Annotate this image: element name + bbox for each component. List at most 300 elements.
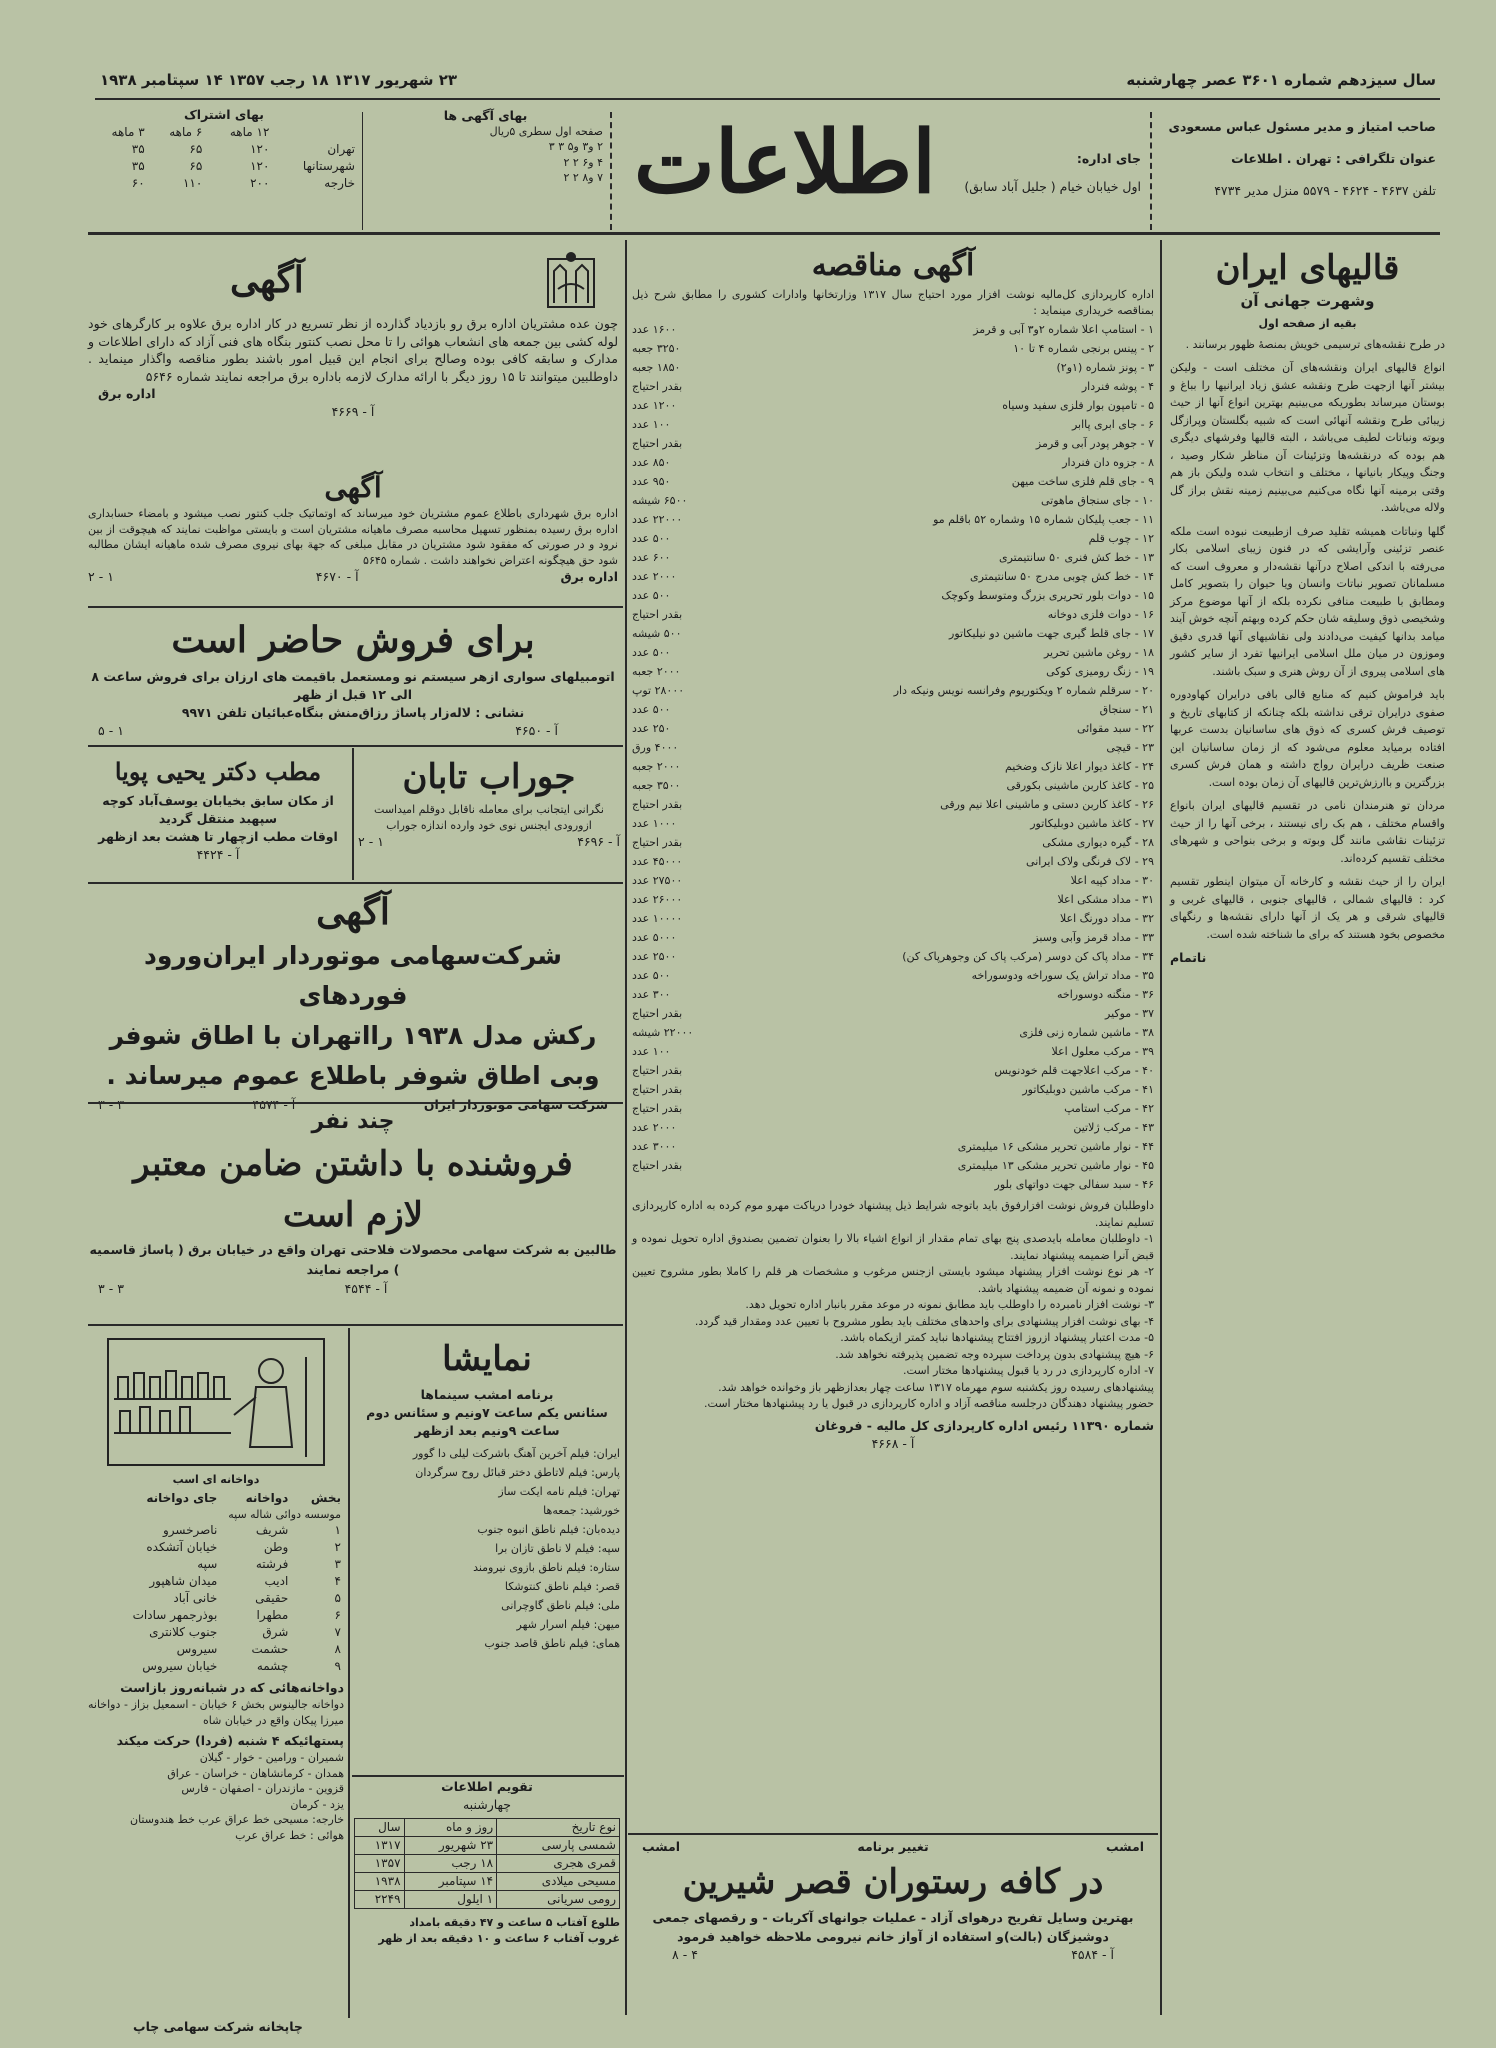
cinema-item: ایران: فیلم آخرین آهنگ باشرکت لیلی دا گوور	[412, 1447, 620, 1460]
carpets-continued: بقیه از صفحه اول	[1258, 317, 1357, 330]
cafe-code: آ - ۴۵۸۴	[1071, 1947, 1114, 1962]
tender-item	[632, 700, 1154, 719]
tender-item	[632, 1137, 1154, 1156]
pharmacy-cell: شریف	[255, 1523, 289, 1537]
tender-item-number: ۱۶	[1142, 608, 1154, 621]
post-item: قزوین - مازندران - اصفهان - فارس	[181, 1782, 344, 1795]
carpets-article	[1170, 245, 1445, 2015]
pharmacy-cell: ۱	[334, 1523, 341, 1537]
calendar-cell: ۱۸ رجب	[404, 1855, 497, 1873]
office-address: اول خیابان خیام ( جلیل آباد سابق)	[964, 179, 1141, 194]
ad-price-row: صفحه اول سطری ۵ریال	[489, 124, 603, 138]
tender-item-number: ۸	[1148, 456, 1154, 469]
tender-item-number: ۴۶	[1142, 1178, 1154, 1191]
subs-cell: ۲۰۰	[250, 176, 270, 190]
pharmacy-ad-illustration	[88, 1332, 344, 1472]
tender-item-number: ۲۳	[1142, 741, 1154, 754]
cinema-item: تهران: فیلم نامه ایکت ساز	[498, 1485, 620, 1498]
tender-item-number: ۱۸	[1142, 646, 1154, 659]
tender-item-text: جای ابری پاابر	[1071, 418, 1138, 431]
motor-code: آ - ۴۵۷۴	[252, 1097, 296, 1112]
tender-item-number: ۱۳	[1142, 551, 1154, 564]
meter-code: آ - ۴۶۷۰	[315, 569, 359, 584]
tender-item	[632, 738, 1154, 757]
tender-item	[632, 871, 1154, 890]
carpets-paragraph: در طرح نقشه‌های ترسیمی خویش بمنصهٔ ظهور برسانند .	[1185, 337, 1445, 351]
tender-item-desc: ۳ - پونز شماره (۱و۲)	[1056, 361, 1154, 374]
tender-item-number: ۳۳	[1142, 931, 1154, 944]
pharmacy-row	[88, 1539, 344, 1556]
tender-item-desc: ۴۶ - سبد سفالی جهت دواتهای بلور	[994, 1178, 1154, 1191]
tender-item	[632, 320, 1154, 339]
tender-condition: ۷- اداره کارپردازی در رد یا قبول پیشنهادها مختار است.	[903, 1364, 1154, 1377]
cinema-item: دیده‌بان: فیلم ناطق انبوه جنوب	[477, 1523, 620, 1536]
tender-item-quantity: ۴۵۰۰۰ عدد	[632, 855, 683, 868]
tender-item-text: مرکب ماشین دوبلیکاتور	[1022, 1083, 1132, 1096]
tender-item-text: مداد قرمز وآبی وسبز	[1033, 931, 1132, 944]
tender-item-number: ۱۴	[1142, 570, 1154, 583]
pharmacy-row	[88, 1522, 344, 1539]
tender-item-text: جای قلط گیری جهت ماشین دو نیلیکاتور	[949, 627, 1132, 640]
tender-item	[632, 928, 1154, 947]
tender-item-desc: ۵ - تامپون بوار فلزی سفید وسیاه	[1002, 399, 1154, 412]
tender-item-text: سبد مقوائی	[1076, 722, 1132, 735]
pharmacy-col: جای دواخانه	[146, 1490, 218, 1505]
tender-item-number: ۱	[1148, 323, 1154, 336]
pharmacy-cell: خیابان سیروس	[142, 1659, 218, 1673]
subs-cell: ۱۱۰	[182, 176, 203, 190]
tender-item-number: ۲۴	[1142, 760, 1154, 773]
cinema-title: نمایشا	[442, 1339, 532, 1379]
tender-item-desc: ۳۸ - ماشین شماره زنی فلزی	[1019, 1026, 1154, 1039]
cafe-title: در کافه رستوران قصر شیرین	[682, 1862, 1104, 1902]
tender-condition: ۴- بهای نوشت افزار پیشنهادی برای واحدهای مختلف باید بطور مشروح با تعیین عدد ومقدار قید گردد.	[694, 1314, 1154, 1328]
tender-condition: داوطلبان فروش نوشت افزارفوق باید باتوجه شرایط ذیل پیشنهاد خودرا دریاکت مهرو موم کرده به اداره کارپردازی تسلیم نمایند.	[632, 1199, 1154, 1229]
tender-item-number: ۱۹	[1142, 665, 1154, 678]
tender-item-number: ۲۸	[1142, 836, 1154, 849]
tender-item-text: نوار ماشین تحریر مشکی ۱۶ میلیمتری	[957, 1140, 1132, 1153]
tender-item-number: ۲۷	[1142, 817, 1154, 830]
tender-condition: ۶- هیچ پیشنهادی بدون پرداخت سپرده وجه تضمین پذیرفته نخواهد شد.	[835, 1347, 1154, 1361]
tender-condition: ۲- هر نوع نوشت افزار پیشنهاد میشود بایستی ازجنس مرغوب و مشخصات هر قلم را کاملا بطور مشروح تعیین نموده و نمونه آن ضمیمه پیشنهاد باشد.	[632, 1265, 1154, 1295]
tender-item-number: ۳۲	[1142, 912, 1154, 925]
tender-item-desc: ۱۴ - خط کش چوبی مدرج ۵۰ سانتیمتری	[969, 570, 1154, 583]
phones-line: تلفن ۴۶۳۷ - ۴۶۲۴ - ۵۵۷۹ منزل مدیر ۴۷۳۴	[1214, 183, 1436, 198]
cinema-program: برنامه امشب سینماها	[420, 1387, 554, 1402]
tender-item-text: مداد دورنگ اعلا	[1059, 912, 1132, 925]
tender-item-desc: ۱۷ - جای قلط گیری جهت ماشین دو نیلیکاتور	[949, 627, 1154, 640]
tender-item-quantity: ۵۰۰ عدد	[632, 703, 671, 716]
meter-notice	[88, 470, 618, 584]
tender-item-quantity: ۵۰۰ عدد	[632, 646, 671, 659]
tender-item	[632, 339, 1154, 358]
cinema-item: ستاره: فیلم ناطق بازوی نیرومند	[473, 1561, 620, 1574]
post-item: شمیران - ورامین - خوار - گیلان	[199, 1751, 344, 1764]
tender-item	[632, 491, 1154, 510]
socks-ad	[358, 752, 620, 877]
tender-item-desc: ۳۰ - مداد کپیه اعلا	[1070, 874, 1154, 887]
tender-item-quantity: بقدر احتیاج	[632, 1102, 683, 1115]
subs-cell: ۶۵	[189, 159, 203, 173]
tender-item-number: ۴	[1148, 380, 1154, 393]
tender-item-desc: ۳۵ - مداد تراش یک سوراخه ودوسوراخه	[971, 969, 1154, 982]
pharmacy-open-text: دواخانه جالینوس بخش ۶ خیابان - اسمعیل بزاز - دواخانه میرزا پیکان واقع در خیابان شاه	[88, 1698, 344, 1727]
pharmacy-block	[88, 1332, 344, 2017]
carpets-end: ناتمام	[1170, 950, 1207, 965]
tender-item-number: ۳	[1148, 361, 1154, 374]
tender-item	[632, 966, 1154, 985]
tender-item-quantity: ۳۲۵۰ جعبه	[632, 342, 681, 355]
tender-item	[632, 453, 1154, 472]
tender-item-text: مرکب استامپ	[1064, 1102, 1132, 1115]
tender-item-text: پونز شماره (۱و۲)	[1056, 361, 1138, 374]
tender-item	[632, 909, 1154, 928]
subs-cell: ۳۵	[131, 159, 145, 173]
socks-runs: ۱ - ۲	[358, 834, 384, 849]
tender-item-quantity: بقدر احتیاج	[632, 380, 683, 393]
tender-item-text: سبد سفالی جهت دواتهای بلور	[994, 1178, 1132, 1191]
calendar-col: نوع تاریخ	[497, 1819, 620, 1837]
pharmacy-cell: ۶	[334, 1608, 341, 1622]
tender-item-quantity: ۱۰۰۰۰ عدد	[632, 912, 683, 925]
calendar-cell: ۱۴ سپتامبر	[404, 1873, 497, 1891]
tender-item-number: ۲۵	[1142, 779, 1154, 792]
doctor-title: مطب دکتر یحیی پویا	[114, 757, 322, 786]
calendar-cell: ۲۳ شهریور	[404, 1837, 497, 1855]
tender-condition: ۵- مدت اعتبار پیشنهاد ازروز افتتاح پیشنهادها نباید کمتر ازیکماه باشد.	[840, 1331, 1154, 1344]
electricity-title: آگهی	[230, 259, 304, 301]
tender-item-number: ۳۹	[1142, 1045, 1154, 1058]
tender-item-quantity: ۲۲۰۰۰ شیشه	[632, 1026, 694, 1039]
cinema-items	[354, 1444, 620, 1653]
tender-item-text: مداد مشکی اعلا	[1057, 893, 1132, 906]
tender-item-quantity: ۸۵۰ عدد	[632, 456, 671, 469]
tender-item-desc: ۲۹ - لاک فرنگی ولاک ایرانی	[1026, 855, 1154, 868]
tender-item-number: ۱۵	[1142, 589, 1154, 602]
tender-item-desc: ۱ - استامپ اعلا شماره ۲و۳ آبی و قرمز	[973, 323, 1154, 336]
pharmacy-cell: ۲	[334, 1540, 341, 1554]
cafe-change: تغییر برنامه	[857, 1839, 929, 1854]
tender-item-text: مداد پاک کن دوسر (مرکب پاک کن وجوهرپاک کن)	[902, 950, 1132, 963]
tender-item	[632, 1042, 1154, 1061]
tender-item-desc: ۴۵ - نوار ماشین تحریر مشکی ۱۳ میلیمتری	[957, 1159, 1154, 1172]
for-sale-title: برای فروش حاضر است	[171, 619, 535, 661]
pharmacy-cell: حقیقی	[255, 1591, 289, 1605]
tender-item-quantity: ۲۸۰۰۰ توپ	[632, 684, 685, 697]
doctor-code: آ - ۴۴۲۴	[196, 847, 240, 862]
tender-item-text: منگنه دوسوراخه	[1057, 988, 1132, 1001]
tender-item	[632, 529, 1154, 548]
tender-item-desc: ۱۱ - جعب پلیکان شماره ۱۵ وشماره ۵۲ باقلم مو	[933, 513, 1154, 526]
pharmacy-header-note: موسسه دوائی شاله سپه	[228, 1507, 341, 1521]
tender-item-text: مداد کپیه اعلا	[1070, 874, 1132, 887]
tender-item	[632, 510, 1154, 529]
tender-item-text: جای سنجاق ماهوتی	[1040, 494, 1132, 507]
tender-item-quantity: ۳۰۰۰ عدد	[632, 1140, 677, 1153]
carpets-paragraph: انواع قالیهای ایران ونقشه‌های آن مختلف است - ولیکن بیشتر آنها ازجهت طرح ونقشه عشق زیاد ایرانیها را بباغ و بوستان میرساند بطوریکه می‌بینیم بهترین انواع آنها از حیث زیبائی طرح ونقشه آنهائی است که شبیه بگلستان وپرازگل وبوته ونباتات لطیف می‌باشد ، البته قالیها وفرشهای دیگری هم بوده که درنقشه‌ها وتزئینات آن مناظر شکار وصید ، وجنگ وپیکار بانیانها ، مختلف و انتخاب شده ولیکن باز هم وقتی برمینه آنها نگاه می‌کنیم می‌بینیم زمینه نقش براز گل ولاله می‌باشد.	[1170, 361, 1445, 514]
tender-item-quantity: بقدر احتیاج	[632, 1007, 683, 1020]
tender-item-quantity: ۵۰۰۰ عدد	[632, 931, 677, 944]
tender-item	[632, 719, 1154, 738]
subs-head: ۱۲ ماهه	[229, 125, 270, 139]
post-item: خارجه: مسیحی خط عراق عرب خط هندوستان	[129, 1813, 344, 1826]
for-sale-code: آ - ۴۶۵۰	[515, 723, 558, 738]
tender-condition: حضور پیشنهاد دهندگان درجلسه مناقصه آزاد و اداره کارپردازی در قبول یا رد پیشنهادها مختار است.	[704, 1397, 1154, 1410]
tender-item	[632, 472, 1154, 491]
tender-item-quantity: ۱۶۰۰ عدد	[632, 323, 677, 336]
tender-item-desc: ۲۷ - کاغذ ماشین دوبلیکاتور	[1030, 817, 1154, 830]
tender-item-desc: ۲۳ - قیچی	[1106, 741, 1154, 754]
electricity-text: چون عده مشتریان اداره برق رو بازدیاد گذارده از نظر تسریع در کار اداره برق علاوه بر کارگرهای خود لوله کشی بین جمعه های انشعاب هوائی را تا محل نصب کنتور بنگاه های فنی آزاد که دارای اطلاعات و مدارک و سابقه کافی بوده وصالح برای انجام این قبیل امور باشند بطور مناقصه واگذار مینماید . داوطلبین میتوانند تا ۱۵ روز دیگر با ارائه مدارک لازمه باداره برق مراجعه نمایند شماره ۵۶۴۶	[88, 316, 618, 384]
tender-item-text: کاغذ کاربن دستی و ماشینی اعلا نیم ورقی	[940, 798, 1132, 811]
tender-item-number: ۲۹	[1142, 855, 1154, 868]
pharmacy-row	[88, 1624, 344, 1641]
tender-item	[632, 1175, 1154, 1194]
carpets-title: قالیهای ایران	[1215, 248, 1400, 288]
cinema-item: پارس: فیلم لاتاطق دختر قبائل روح سرگردان	[415, 1466, 620, 1479]
tender-item-quantity: ۲۵۰ عدد	[632, 722, 671, 735]
tender-item-desc: ۳۹ - مرکب معلول اعلا	[1051, 1045, 1154, 1058]
tender-item-text: دوات فلزی دوخانه	[1047, 608, 1132, 621]
tender-item	[632, 1023, 1154, 1042]
motor-line2: رکش مدل ۱۹۳۸ رااتهران با اطاق شوفر	[109, 1021, 597, 1050]
seller-text: طالبین به شرکت سهامی محصولات فلاحتی تهران واقع در خیابان برق ( پاساژ قاسمیه ) مراجعه نمایند	[89, 1242, 617, 1277]
seller-line1: فروشنده با داشتن ضامن معتبر	[133, 1144, 573, 1184]
tender-item	[632, 548, 1154, 567]
cinema-item: همای: فیلم ناطق قاصد جنوب	[484, 1637, 620, 1650]
doctor-hours: اوقات مطب ازچهار تا هشت بعد ازظهر	[98, 829, 338, 844]
tender-condition: ۳- نوشت افزار نامبرده را داوطلب باید مطابق نمونه در موعد مقرر بانبار اداره تحویل دهد.	[745, 1298, 1154, 1311]
calendar-cell: مسیحی میلادی	[497, 1873, 620, 1891]
tender-item-text: سنجاق	[1099, 703, 1132, 716]
tender-item-text: استامپ اعلا شماره ۲و۳ آبی و قرمز	[973, 323, 1138, 336]
cafe-runs: ۴ - ۸	[672, 1947, 698, 1962]
electricity-sign: اداره برق	[98, 386, 156, 401]
for-sale-address: نشانی : لاله‌زار پاساژ رزاق‌منش بنگاه‌عبائیان تلفن ۹۹۷۱	[181, 705, 525, 720]
tender-item-text: پوشه فنردار	[1081, 380, 1138, 393]
pharmacy-cell: ۸	[334, 1642, 341, 1656]
tender-item	[632, 852, 1154, 871]
pharmacy-cell: ۷	[334, 1625, 341, 1639]
tender-item-quantity: ۳۰۰ عدد	[632, 988, 671, 1001]
tender-item-text: مرکب اعلاجهت قلم خودنویس	[994, 1064, 1132, 1077]
post-item: همدان - کرمانشاهان - خراسان - عراق	[167, 1766, 344, 1780]
tender-item-text: کاغذ دیوار اعلا نازک وضخیم	[1004, 760, 1132, 773]
cinema-item: ملی: فیلم ناطق گاوچرانی	[501, 1599, 620, 1612]
tender-item	[632, 1080, 1154, 1099]
tender-item-text: دوات بلور تحریری بزرگ ومتوسط وکوچک	[941, 589, 1132, 602]
pharmacy-cell: ۴	[334, 1574, 341, 1588]
tender-item	[632, 795, 1154, 814]
pharmacy-cell: شرق	[262, 1625, 289, 1639]
calendar-cell: شمسی پارسی	[497, 1837, 620, 1855]
calendar-col: سال	[355, 1819, 405, 1837]
tender-item	[632, 624, 1154, 643]
tender-item-desc: ۳۷ - موکیر	[1105, 1007, 1154, 1020]
office-block	[951, 150, 1141, 220]
tender-item-number: ۳۵	[1142, 969, 1154, 982]
tender-item-number: ۲۲	[1142, 722, 1154, 735]
calendar-cell: ۲۲۴۹	[355, 1891, 405, 1909]
doctor-ad	[88, 752, 348, 877]
tender-item-number: ۳۱	[1142, 893, 1154, 906]
calendar-cell: ۱۹۳۸	[355, 1873, 405, 1891]
pharmacy-cell: خیابان آتشکده	[146, 1540, 218, 1554]
pharmacy-cell: بوذرجمهر سادات	[132, 1608, 218, 1622]
tender-item-number: ۵	[1148, 399, 1154, 412]
pharmacy-row	[88, 1658, 344, 1675]
pharmacy-cell: جنوب کلانتری	[149, 1625, 218, 1639]
tender-item-quantity: ۱۰۰۰ عدد	[632, 817, 677, 830]
calendar-day: چهارشنبه	[462, 1797, 512, 1812]
tender-item-number: ۹	[1148, 475, 1154, 488]
tender-footer: شماره ۱۱۳۹۰ رئیس اداره کارپردازی کل مالیه - فروغان	[814, 1417, 1154, 1433]
tender-item-number: ۳۰	[1142, 874, 1154, 887]
masthead-owner-block	[1146, 118, 1436, 228]
tender-item-quantity: بقدر احتیاج	[632, 1064, 683, 1077]
tender-item-text: لاک فرنگی ولاک ایرانی	[1026, 855, 1132, 868]
tender-conditions	[632, 1198, 1154, 1413]
pharmacy-cell: ۳	[334, 1557, 341, 1571]
motor-company-ad	[88, 888, 618, 1112]
tender-item-quantity: ۲۶۰۰۰ عدد	[632, 893, 683, 906]
tender-item	[632, 396, 1154, 415]
tender-item-quantity: ۲۰۰۰ عدد	[632, 570, 677, 583]
tender-item-quantity: ۶۰۰ عدد	[632, 551, 671, 564]
tender-item-desc: ۴۱ - مرکب ماشین دوبلیکاتور	[1022, 1083, 1154, 1096]
tender-item	[632, 605, 1154, 624]
logo-etelaat: اطلاعات	[633, 112, 937, 213]
tender-item-desc: ۸ - جزوه دان فنردار	[1062, 456, 1154, 469]
tender-item-desc: ۲۱ - سنجاق	[1099, 703, 1154, 716]
government-emblem-icon	[536, 247, 606, 313]
tender-item-desc: ۴۴ - نوار ماشین تحریر مشکی ۱۶ میلیمتری	[957, 1140, 1154, 1153]
tender-item-text: کاغذ کاربن ماشینی بکورقی	[1006, 779, 1132, 792]
pharmacy-cell: ۵	[334, 1591, 341, 1605]
pharmacy-cell: سیروس	[176, 1642, 218, 1656]
tender-item	[632, 586, 1154, 605]
tender-item-number: ۴۳	[1142, 1121, 1154, 1134]
tender-item-text: خط کش چوبی مدرج ۵۰ سانتیمتری	[969, 570, 1132, 583]
cinema-item: خورشید: جمعه‌ها	[543, 1504, 620, 1517]
calendar-sunset: غروب آفتاب ۶ ساعت و ۱۰ دقیقه بعد از ظهر	[378, 1931, 620, 1945]
motor-runs: ۳ - ۳	[98, 1097, 124, 1112]
tender-item-quantity: ۲۵۰۰ عدد	[632, 950, 677, 963]
tender-item-text: مرکب ژلاتین	[1073, 1121, 1132, 1134]
carpets-paragraph: باید فراموش کنیم که منابع قالی بافی درایران کهاودوره صفوی درایران ترقی نداشته بلکه چنانکه از کتابهای تاریخ و توصیف فرش کسری که ذوق های ساسانیان بدست عربها افتاده برمیاید معلوم می‌شود که از زمان ساسانیان این صنعت ظریف درایران رواج داشته و همان فرش کسری بزرگترین و باارزش‌ترین قالیهای آن زمان بوده است.	[1170, 688, 1445, 789]
cinema-listing	[354, 1332, 620, 1772]
meter-runs: ۱ - ۲	[88, 569, 114, 584]
tender-item-number: ۳۶	[1142, 988, 1154, 1001]
tender-item-desc: ۳۳ - مداد قرمز وآبی وسبز	[1033, 931, 1154, 944]
tender-item-desc: ۲۸ - گیره دیواری مشکی	[1042, 836, 1154, 849]
pharmacy-open-title: دواخانه‌هائی که در شبانه‌روز بازاست	[120, 1680, 344, 1695]
tender-item-number: ۳۴	[1142, 950, 1154, 963]
socks-text: نگرانی ایتجانب برای معامله ناقابل دوقلم امیداست ازورودی ایجنس نوی خود وارده اندازه جوراب	[374, 803, 604, 832]
tender-item-desc: ۹ - جای قلم فلزی ساخت میهن	[1011, 475, 1154, 488]
meter-text: اداره برق شهرداری باطلاع عموم مشتریان خود میرساند که اوتماتیک جلب کنتور نصب میشود و بامضاء حسابداری اداره برق رسیده بمنظور تسهیل محاسبه مصرف ماهیانه مشتریان است و بایستی مواظبت نمایند که هیچوقت از بین نرود و در صورتی که مفقود شود مشتریان در مقابل مبلغی که جهة بهای نیروی مصرف شده ماهیانه ایشان مطالبه شود حق هیچگونه اعتراض نخواهند داشت . شماره ۵۶۴۵	[88, 507, 618, 567]
motor-sign: شرکت سهامی موتوردار ایران	[423, 1097, 608, 1112]
pharmacy-row	[88, 1641, 344, 1658]
tender-item-text: تامپون بوار فلزی سفید وسیاه	[1002, 399, 1138, 412]
pharmacy-cell: فرشته	[255, 1557, 289, 1571]
socks-code: آ - ۴۶۹۶	[577, 834, 620, 849]
tender-item-desc: ۲۴ - کاغذ دیوار اعلا نازک وضخیم	[1004, 760, 1154, 773]
tender-item-desc: ۳۲ - مداد دورنگ اعلا	[1059, 912, 1154, 925]
tender-item-quantity: بقدر احتیاج	[632, 608, 683, 621]
tender-item-list	[632, 320, 1154, 1194]
tender-item-number: ۱۰	[1142, 494, 1154, 507]
calendar-cell: ۱۳۱۷	[355, 1837, 405, 1855]
tender-item-quantity: ۱۲۰۰ عدد	[632, 399, 677, 412]
subs-place: شهرستانها	[302, 159, 355, 173]
tender-item-number: ۲	[1148, 342, 1154, 355]
tender-item-quantity: ۱۰۰ عدد	[632, 1045, 671, 1058]
telegraph-line: عنوان تلگرافی : تهران . اطلاعات	[1231, 151, 1436, 166]
tender-item	[632, 567, 1154, 586]
pharmacy-ad-sign: دواخانه ای اسب	[172, 1473, 260, 1486]
tender-item-quantity: بقدر احتیاج	[632, 437, 683, 450]
tender-item-quantity: ۲۷۵۰۰ عدد	[632, 874, 683, 887]
tender-item-desc: ۱۲ - چوب قلم	[1088, 532, 1154, 545]
seller-runs: ۳ - ۳	[98, 1281, 124, 1296]
seller-pre: چند نفر	[311, 1109, 395, 1134]
post-list	[88, 1750, 344, 1843]
pharmacy-cell: میدان شاهپور	[149, 1574, 218, 1588]
seller-line2: لازم است	[282, 1195, 424, 1235]
tender-item-text: کاغذ ماشین دوبلیکاتور	[1030, 817, 1132, 830]
tender-item-desc: ۱۰ - جای سنجاق ماهوتی	[1040, 494, 1154, 507]
tender-item-quantity: ۵۰۰ شیشه	[632, 627, 682, 640]
tender-item-quantity: ۲۰۰۰ جعبه	[632, 665, 681, 678]
tender-item-number: ۶	[1148, 418, 1154, 431]
tender-item-quantity: ۲۰۰۰ جعبه	[632, 760, 681, 773]
pharmacy-cell: خانی آباد	[173, 1591, 218, 1605]
tender-item-desc: ۲۵ - کاغذ کاربن ماشینی بکورقی	[1006, 779, 1154, 792]
calendar-cell: ۱۳۵۷	[355, 1855, 405, 1873]
tender-item	[632, 662, 1154, 681]
ad-price-row: ۴ و۶ ۲ ۲	[563, 155, 603, 169]
pharmacist-illustration-icon	[106, 1337, 326, 1467]
tender-item-number: ۴۴	[1142, 1140, 1154, 1153]
tender-item-text: چوب قلم	[1088, 532, 1132, 545]
tender-item-text: جعب پلیکان شماره ۱۵ وشماره ۵۲ باقلم مو	[933, 513, 1132, 526]
tender-item-text: موکیر	[1105, 1007, 1132, 1020]
owner-line: صاحب امتیاز و مدیر مسئول عباس مسعودی	[1168, 119, 1436, 134]
tender-item-text: زنگ رومیزی کوکی	[1046, 665, 1132, 678]
tender-item-number: ۱۷	[1142, 627, 1154, 640]
meter-title: آگهی	[324, 471, 382, 504]
pharmacy-table	[88, 1490, 344, 1676]
tender-item-desc: ۱۳ - خط کش فنری ۵۰ سانتیمتری	[999, 551, 1154, 564]
tender-item-desc: ۲ - پینس برنجی شماره ۴ تا ۱۰	[1013, 342, 1154, 355]
tender-item	[632, 1061, 1154, 1080]
post-item: هوائی : خط عراق عرب	[235, 1828, 344, 1842]
for-sale-runs: ۱ - ۵	[98, 723, 124, 738]
tender-item-quantity: ۳۵۰۰ جعبه	[632, 779, 681, 792]
tender-item	[632, 434, 1154, 453]
issue-date: ۲۳ شهریور ۱۳۱۷ ۱۸ رجب ۱۳۵۷ ۱۴ سپتامبر ۱۹۳۸	[100, 71, 457, 89]
ad-prices-title: بهای آگهی ها	[443, 108, 528, 123]
tender-item-number: ۴۰	[1142, 1064, 1154, 1077]
issue-meta: سال سیزدهم شماره ۳۶۰۱ عصر چهارشنبه	[1126, 71, 1436, 89]
calendar-col: روز و ماه	[404, 1819, 497, 1837]
motor-line1: شرکت‌سهامی موتوردار ایران‌ورود فوردهای	[144, 941, 562, 1010]
tender-item-quantity: ۴۰۰۰ ورق	[632, 741, 679, 754]
tender-item	[632, 358, 1154, 377]
tender-item	[632, 757, 1154, 776]
doctor-text: از مکان سابق بخیابان یوسف‌آباد کوچه سپهبد منتقل گردید	[102, 793, 334, 826]
